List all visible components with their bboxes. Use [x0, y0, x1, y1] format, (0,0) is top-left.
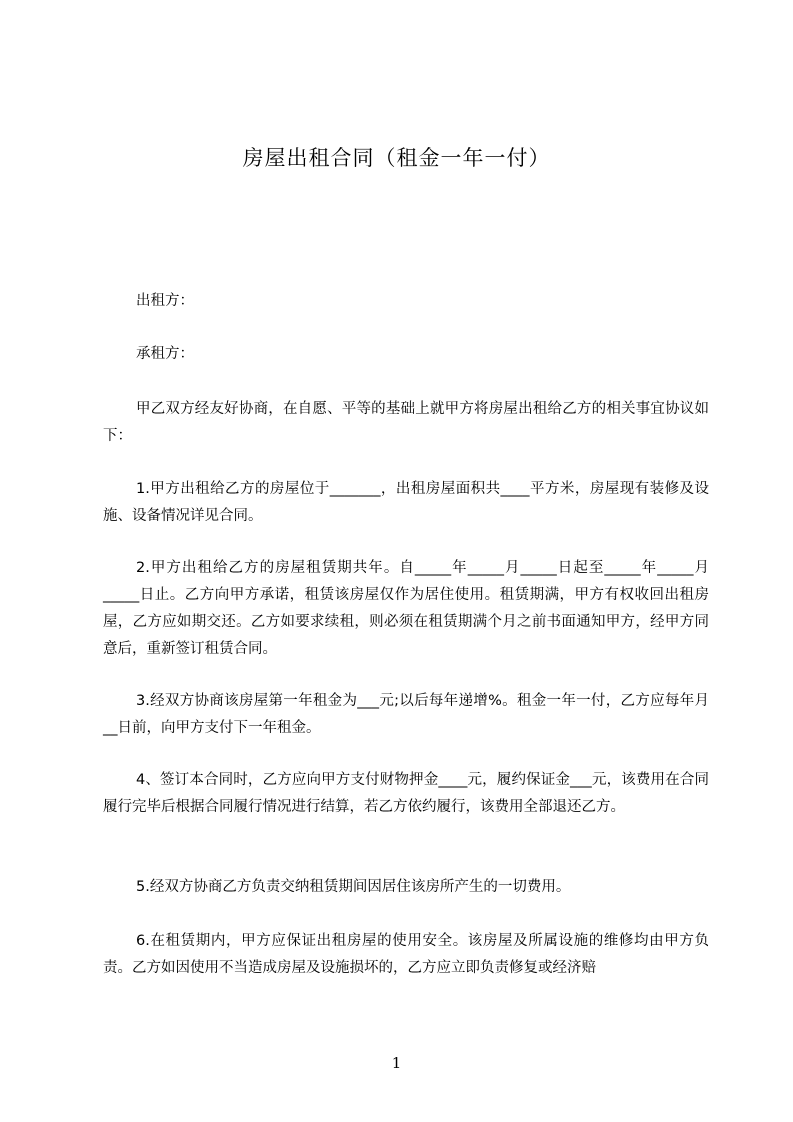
intro-paragraph: 甲乙双方经友好协商，在自愿、平等的基础上就甲方将房屋出租给乙方的相关事宜协议如下： [103, 401, 709, 444]
lessee-label: 承租方： [136, 346, 194, 362]
document-title: 房屋出租合同（租金一年一付） [242, 146, 551, 170]
page-number: 1 [391, 1054, 402, 1072]
clause-3-paragraph: 3.经双方协商该房屋第一年租金为___元;以后每年递增%。租金一年一付，乙方应每年月__日前，向甲方支付下一年租金。 [103, 693, 709, 736]
lessor-label: 出租方： [136, 293, 194, 309]
clause-2-paragraph: 2.甲方出租给乙方的房屋租赁期共年。自_____年_____月_____日起至_____年_____月_____日止。乙方向甲方承诺，租赁该房屋仅作为居住使用。租赁期满，甲方有权收回出租房屋，乙方应如期交还。乙方如要求续租，则必须在租赁期满个月之前书面通知甲方，经甲方同意后，重新签订租赁合同。 [103, 560, 709, 657]
clause-6-paragraph: 6.在租赁期内，甲方应保证出租房屋的使用安全。该房屋及所属设施的维修均由甲方负责。乙方如因使用不当造成房屋及设施损坏的，乙方应立即负责修复或经济赔 [103, 933, 709, 976]
clause-1-paragraph: 1.甲方出租给乙方的房屋位于_______，出租房屋面积共____平方米，房屋现有装修及设施、设备情况详见合同。 [103, 481, 709, 524]
clause-5-paragraph: 5.经双方协商乙方负责交纳租赁期间因居住该房所产生的一切费用。 [136, 879, 571, 895]
clause-4-paragraph: 4、签订本合同时，乙方应向甲方支付财物押金____元，履约保证金___元，该费用在合同履行完毕后根据合同履行情况进行结算，若乙方依约履行，该费用全部退还乙方。 [103, 772, 709, 815]
